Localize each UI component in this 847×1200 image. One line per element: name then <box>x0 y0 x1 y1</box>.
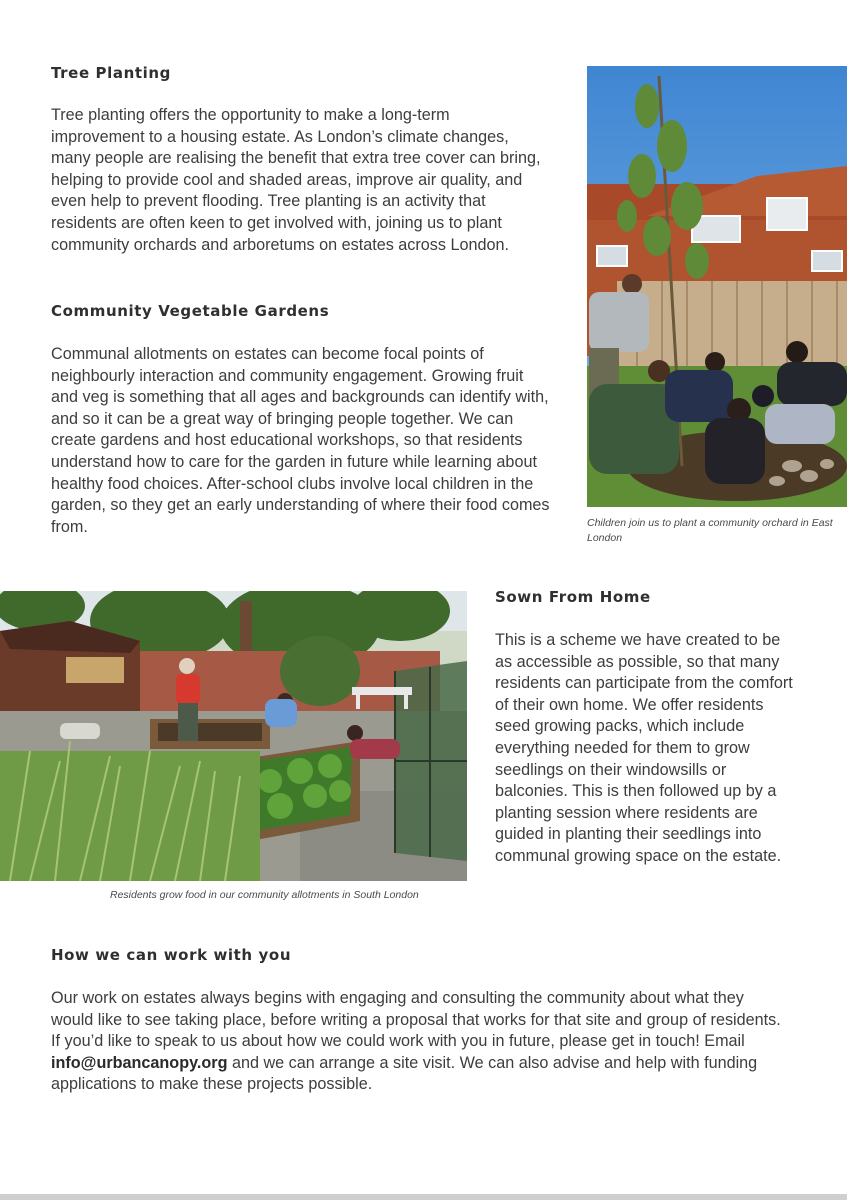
work-with-you-text-end: and we can arrange a site visit. We can also advise and help with funding applications to make these projects possible. <box>51 1053 758 1094</box>
vegetable-gardens-text: Communal allotments on estates can become focal points of neighbourly interaction and community engagement. Growing fruit and veg is something that all ages and backgrounds can identify with, and so it can be a great way of bringing people together. We can create gardens and host educational workshops, so that residents understand how to care for the garden in future while learning about healthy food choices. After-school clubs involve local children in the garden, so they get an early understanding of where their food comes from. <box>51 345 550 536</box>
orchard-photo-illustration <box>587 66 847 507</box>
allotment-photo-illustration <box>0 591 467 881</box>
work-with-you-text-start: Our work on estates always begins with engaging and consulting the community about what they would like to see taking place, before writing a proposal that works for that site and group of residents. If you’d like to speak to us about how we could work with you in future, please get in touch! Email <box>51 989 781 1051</box>
work-with-you-heading: How we can work with you <box>51 946 292 964</box>
vegetable-gardens-heading: Community Vegetable Gardens <box>51 302 330 320</box>
contact-email-link[interactable]: info@urbancanopy.org <box>51 1053 228 1072</box>
allotment-photo-caption: Residents grow food in our community allotments in South London <box>110 889 419 901</box>
orchard-photo <box>587 66 847 507</box>
tree-planting-text: Tree planting offers the opportunity to make a long-term improvement to a housing estate. As London’s climate changes, many people are realising the benefit that extra tree cover can bring, helping to provide cool and shaded areas, improve air quality, and even help to prevent flooding. Tree planting is an activity that residents are often keen to get involved with, joining us to plant community orchards and arboretums on estates across London. <box>51 106 541 254</box>
work-with-you-text <box>51 988 781 1096</box>
sown-from-home-text: This is a scheme we have created to be as accessible as possible, so that many residents can participate from the comfort of their own home. We offer residents seed growing packs, which include everything needed for them to grow seedlings on their windowsills or balconies. This is then followed up by a planting session where residents are guided in planting their seedlings into communal growing space on the estate. <box>495 631 793 865</box>
tree-planting-heading: Tree Planting <box>51 64 172 82</box>
page-bottom-divider <box>0 1194 847 1200</box>
sown-from-home-heading: Sown From Home <box>495 588 651 606</box>
allotment-photo <box>0 591 467 881</box>
orchard-photo-caption: Children join us to plant a community orchard in East London <box>587 517 833 544</box>
